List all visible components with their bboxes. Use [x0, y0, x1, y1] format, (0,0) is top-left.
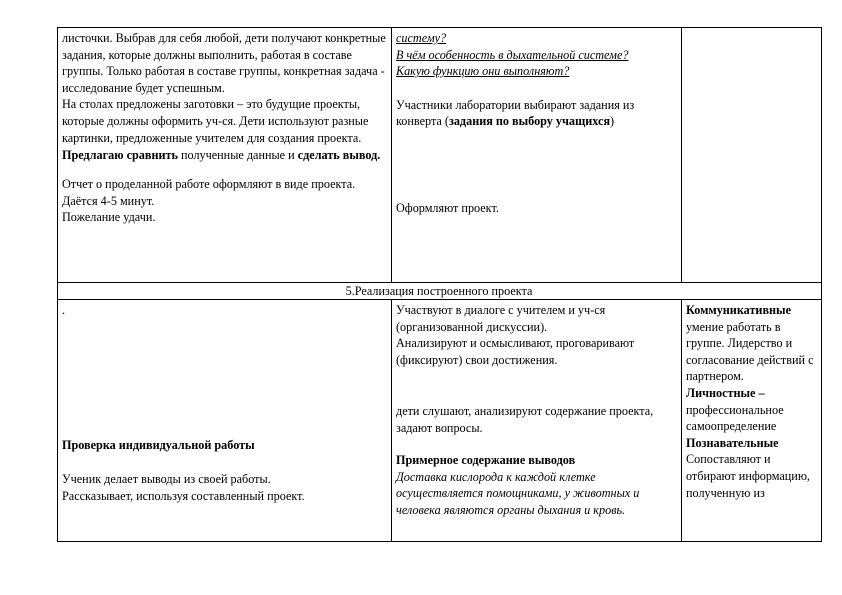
row2-col3-cell [686, 302, 818, 501]
table-border-bottom [57, 541, 822, 542]
col-divider-2-bottom [681, 299, 682, 542]
compare-bold: Предлагаю сравнить [62, 148, 178, 163]
row1-col1-p1: листочки. Выбрав для себя любой, дети получают конкретные задания, которые должны выполнить, работая в составе группы. Только работая в составе группы, конкретная задача - исследование будет успешным. [62, 31, 386, 95]
row2-col1-l1: Ученик делает выводы из своей работы. [62, 472, 271, 486]
row2-col2-p1: Участвуют в диалоге с учителем и уч-ся (организованной дискуссии). [396, 303, 606, 334]
tasks-choice-bold: задания по выбору учащихся [448, 114, 611, 129]
question-2: В чём особенность в дыхательной системе? [396, 47, 629, 62]
row1-col2-cell [396, 30, 678, 130]
row1-col2-p1 [396, 97, 678, 130]
personal-text: профессиональное самоопределение [686, 402, 784, 434]
row1-col2-p2: Оформляют проект. [396, 201, 499, 215]
conclusions-heading: Примерное содержание выводов [396, 453, 576, 468]
communicative-text: умение работать в группе. Лидерство и согласование действий с партнером. [686, 319, 814, 384]
cognitive-heading: Познавательные [686, 435, 779, 450]
table-border-top [57, 27, 822, 28]
row2-col1-text [62, 471, 387, 504]
row1-col1-p5: Пожелание удачи. [62, 210, 156, 225]
row2-col2-top [396, 302, 678, 368]
communicative-heading: Коммуникативные [686, 303, 791, 317]
cognitive-text: Сопоставляют и отбирают информацию, полученную из [686, 452, 810, 500]
row1-col1-cell [62, 30, 387, 226]
table-border-right [821, 27, 822, 542]
individual-work-heading: Проверка индивидуальной работы [62, 438, 255, 452]
question-3: Какую функцию они выполняют? [396, 64, 570, 79]
personal-heading: Личностные – [686, 385, 765, 400]
row2-col2-p2: Анализируют и осмысливают, проговаривают (фиксируют) свои достижения. [396, 336, 635, 367]
compare-text: полученные данные и [177, 148, 298, 163]
row2-col1-l2: Рассказывает, используя составленный проект. [62, 488, 305, 503]
participants-text: Участники лаборатории выбирают задания из конверта ( [396, 97, 635, 129]
section-title: 5.Реализация построенного проекта [345, 284, 533, 298]
conclusion-bold: сделать вывод. [297, 148, 381, 163]
row2-col2-bottom [396, 403, 678, 519]
row-divider-2 [57, 299, 822, 300]
row1-col1-p4: Отчет о проделанной работе оформляют в виде проекта. Даётся 4-5 минут. [62, 177, 356, 208]
conclusions-italic: Доставка кислорода к каждой клетке осуществляется помощниками, у животных и человека являются органы дыхания и кровь. [396, 469, 640, 517]
row1-col1-p2: На столах предложены заготовки – это будущие проекты, которые должны оформить уч-ся. Дети используют разные картинки, предложенные учителем для создания проекта. [62, 97, 369, 145]
paren-close: ) [610, 114, 615, 129]
row2-col2-p3: дети слушают, анализируют содержание проекта, задают вопросы. [396, 404, 654, 435]
spacer [396, 80, 678, 97]
col-divider-1-top [391, 27, 392, 283]
row2-col1-dot: . [62, 303, 66, 317]
col-divider-1-bottom [391, 299, 392, 542]
row1-col1-p3 [62, 146, 387, 164]
col-divider-2-top [681, 27, 682, 283]
spacer [62, 164, 387, 176]
question-1: систему? [396, 31, 447, 45]
spacer [396, 436, 678, 452]
